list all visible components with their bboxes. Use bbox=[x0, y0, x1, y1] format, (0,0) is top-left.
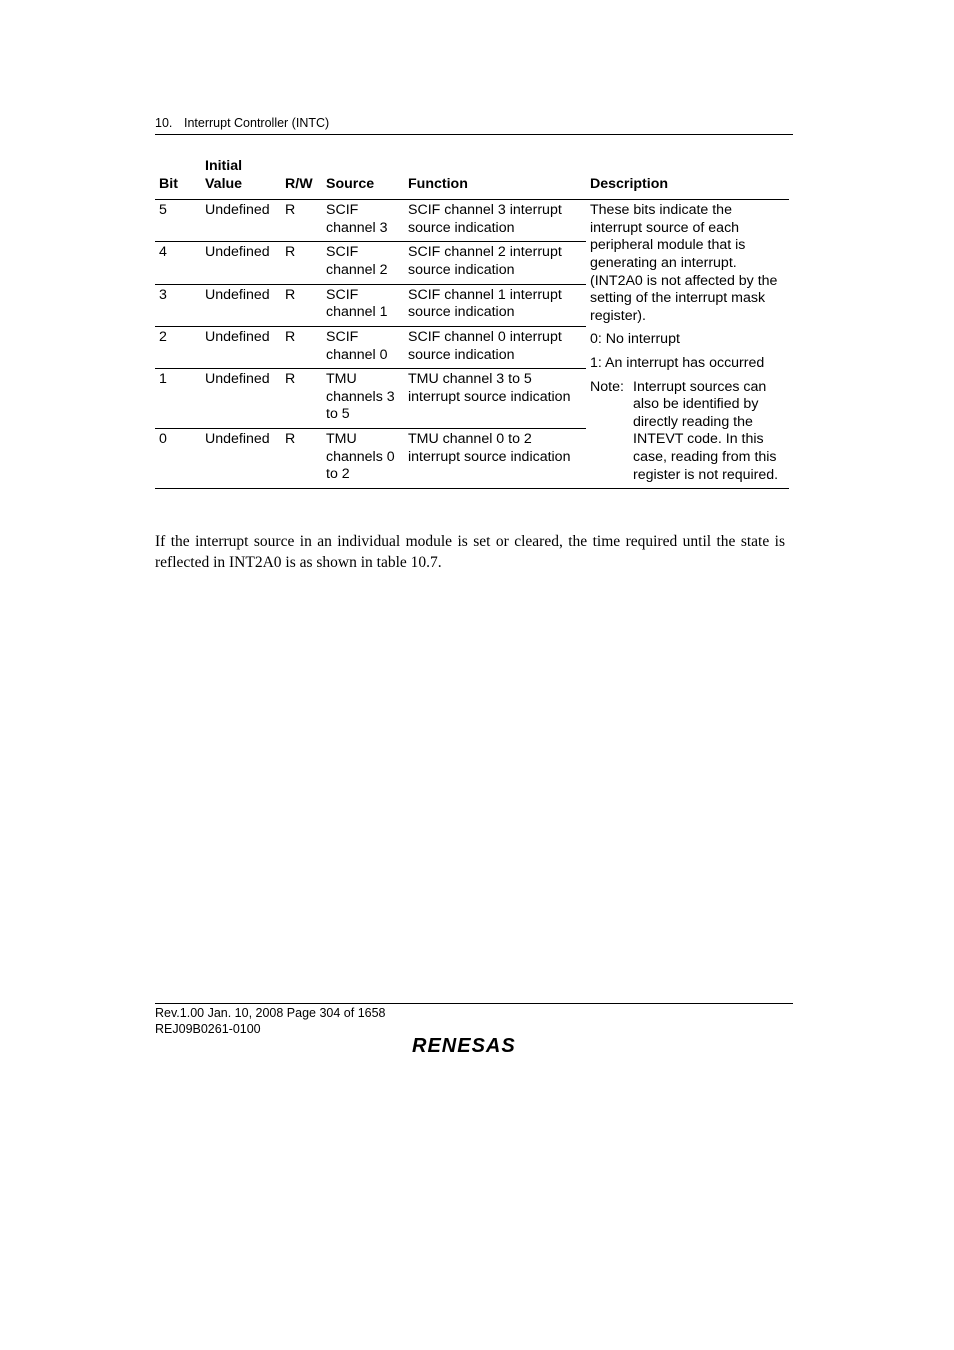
header-bit: Bit bbox=[155, 156, 201, 200]
header-rw: R/W bbox=[281, 156, 322, 200]
description-value-1: 1: An interrupt has occurred bbox=[590, 354, 765, 371]
cell-initial: Undefined bbox=[201, 242, 281, 284]
header-initial-value: Initial Value bbox=[201, 156, 281, 200]
cell-initial: Undefined bbox=[201, 200, 281, 242]
revision-info: Rev.1.00 Jan. 10, 2008 Page 304 of 1658 bbox=[155, 1006, 386, 1020]
cell-bit: 5 bbox=[155, 200, 201, 242]
description-note bbox=[590, 379, 785, 485]
cell-source: TMU channels 3 to 5 bbox=[322, 369, 404, 429]
cell-initial: Undefined bbox=[201, 429, 281, 489]
cell-bit: 1 bbox=[155, 369, 201, 429]
cell-bit: 0 bbox=[155, 429, 201, 489]
cell-bit: 3 bbox=[155, 284, 201, 326]
cell-bit: 4 bbox=[155, 242, 201, 284]
cell-initial: Undefined bbox=[201, 326, 281, 368]
table-row bbox=[155, 200, 789, 242]
page-header bbox=[155, 115, 793, 135]
header-source: Source bbox=[322, 156, 404, 200]
table-header-row bbox=[155, 156, 789, 200]
body-paragraph: If the interrupt source in an individual module is set or cleared, the time required until the state is reflected in INT2A0 is as shown in table 10.7. bbox=[155, 532, 785, 571]
register-bit-table bbox=[155, 156, 789, 489]
cell-source: SCIF channel 2 bbox=[322, 242, 404, 284]
cell-source: SCIF channel 0 bbox=[322, 326, 404, 368]
renesas-logo bbox=[410, 1033, 534, 1057]
cell-bit: 2 bbox=[155, 326, 201, 368]
cell-function: SCIF channel 1 interrupt source indication bbox=[404, 284, 586, 326]
header-description: Description bbox=[586, 156, 789, 200]
description-value-0: 0: No interrupt bbox=[590, 331, 680, 348]
cell-function: SCIF channel 3 interrupt source indication bbox=[404, 200, 586, 242]
page-footer bbox=[155, 1003, 793, 1037]
cell-source: SCIF channel 3 bbox=[322, 200, 404, 242]
header-function: Function bbox=[404, 156, 586, 200]
cell-function: SCIF channel 2 interrupt source indication bbox=[404, 242, 586, 284]
cell-rw: R bbox=[281, 369, 322, 429]
cell-rw: R bbox=[281, 429, 322, 489]
document-number: REJ09B0261-0100 bbox=[155, 1021, 261, 1036]
svg-text:RENESAS: RENESAS bbox=[412, 1035, 516, 1057]
cell-rw: R bbox=[281, 284, 322, 326]
cell-source: SCIF channel 1 bbox=[322, 284, 404, 326]
cell-function: TMU channel 3 to 5 interrupt source indication bbox=[404, 369, 586, 429]
description-text: These bits indicate the interrupt source of each peripheral module that is generating an interrupt. (INT2A0 is not affected by the setting of the interrupt mask register). bbox=[590, 202, 778, 324]
cell-description bbox=[586, 200, 789, 489]
cell-function: SCIF channel 0 interrupt source indication bbox=[404, 326, 586, 368]
chapter-number: 10. bbox=[155, 116, 173, 130]
cell-initial: Undefined bbox=[201, 369, 281, 429]
cell-function: TMU channel 0 to 2 interrupt source indication bbox=[404, 429, 586, 489]
note-label: Note: bbox=[590, 378, 624, 395]
cell-rw: R bbox=[281, 200, 322, 242]
cell-source: TMU channels 0 to 2 bbox=[322, 429, 404, 489]
note-text: Interrupt sources can also be identified by directly reading the INTEVT code. In this case, reading from this register is not required. bbox=[633, 378, 779, 483]
cell-initial: Undefined bbox=[201, 284, 281, 326]
cell-rw: R bbox=[281, 242, 322, 284]
cell-rw: R bbox=[281, 326, 322, 368]
chapter-title: Interrupt Controller (INTC) bbox=[184, 116, 330, 130]
